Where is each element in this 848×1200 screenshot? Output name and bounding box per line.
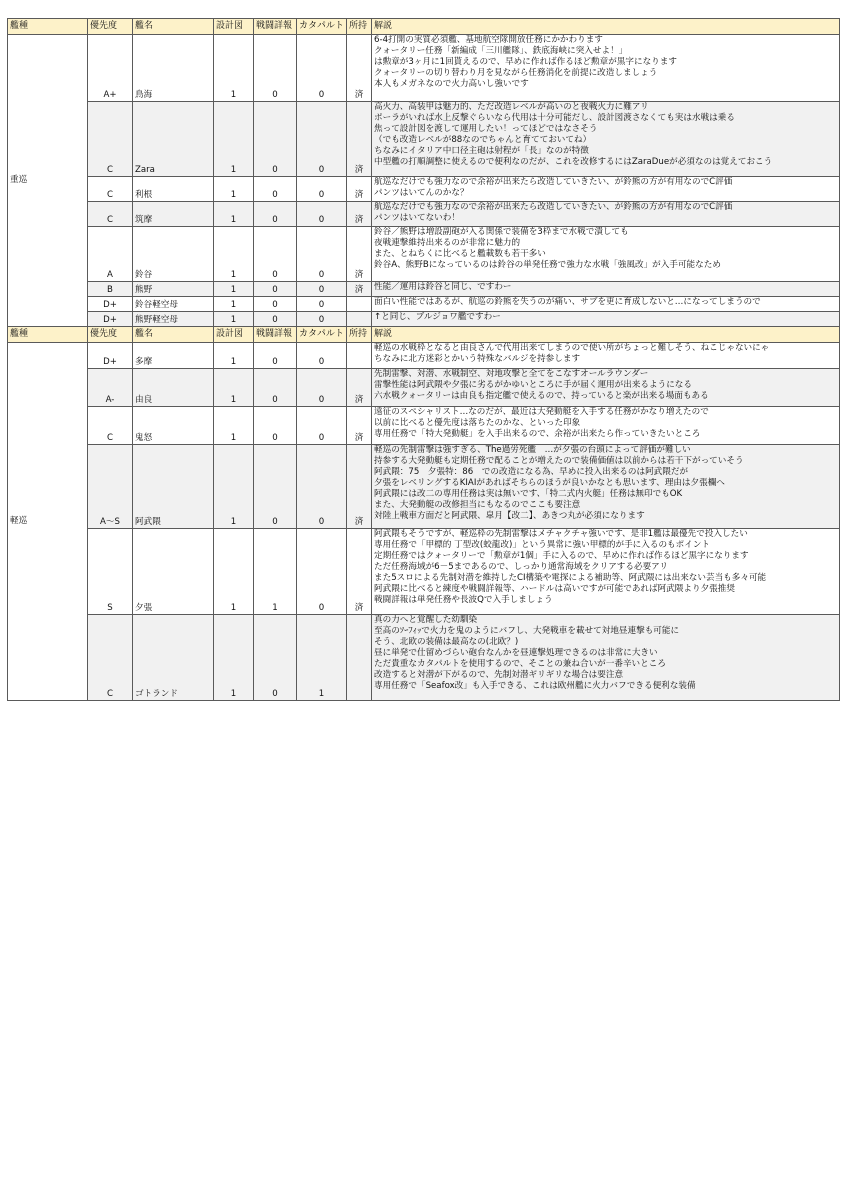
note-line: 専用任務で「甲標的 丁型改(蛟龍改)」という異常に強い甲標的が手に入るのもポイント — [374, 540, 711, 550]
note-line: 航巡なだけでも強力なので余裕が出来たら改造していきたい、が鈴熊の方が有用なのでC評価 — [374, 177, 733, 187]
ship-name-cell: 熊野軽空母 — [133, 312, 214, 327]
note-line: パンツはいてないわ！ — [374, 213, 460, 223]
battle-report-cell: 0 — [254, 312, 297, 327]
priority-cell: A～S — [88, 445, 133, 529]
blueprint-cell: 1 — [214, 407, 254, 445]
battle-report-cell: 0 — [254, 615, 297, 701]
blueprint-cell: 1 — [214, 615, 254, 701]
notes-cell — [372, 369, 840, 407]
note-line: 雷撃性能は阿武隈や夕張に劣るがかゆいところに手が届く運用が出来るようになる — [374, 380, 692, 390]
table-row — [8, 312, 840, 327]
priority-cell: A- — [88, 369, 133, 407]
note-line: 改造すると対潜が下がるので、先制対潜ギリギリな場合は要注意 — [374, 670, 624, 680]
note-line: 焦って設計図を渡して運用したい！ってほどではなさそう — [374, 124, 598, 134]
note-line: 高火力、高装甲は魅力的、ただ改造レベルが高いのと夜戦火力に難アリ — [374, 102, 649, 112]
owned-cell: 済 — [347, 35, 372, 102]
catapult-cell: 0 — [297, 282, 347, 297]
note-line: ↑と同じ、ブルジョワ艦ですわー — [374, 312, 501, 322]
note-line: 至高のｿｰﾌｨｯで火力を鬼のようにバフし、大発戦車を載せて対地昼連撃も可能に — [374, 626, 680, 636]
priority-cell: C — [88, 615, 133, 701]
blueprint-cell: 1 — [214, 177, 254, 202]
blueprint-cell: 1 — [214, 369, 254, 407]
note-line: また、大発動艇の改修担当にもなるのでここも要注意 — [374, 500, 581, 510]
catapult-cell: 0 — [297, 227, 347, 282]
table-row — [8, 297, 840, 312]
note-line: 鈴谷／熊野は増設副砲が入る関係で装備を3枠まで水戦で潰しても — [374, 227, 629, 237]
notes-cell — [372, 312, 840, 327]
priority-cell: C — [88, 202, 133, 227]
note-line: 本人もメガネなので火力高いし強いです — [374, 79, 529, 89]
priority-cell: A — [88, 227, 133, 282]
catapult-cell: 0 — [297, 177, 347, 202]
note-line: 阿武隈もそうですが、軽巡枠の先制雷撃はメチャクチャ強いです、是非1艦は最優先で投入したい — [374, 529, 748, 539]
ship-type-cell: 軽巡 — [8, 343, 88, 701]
header-blueprint: 設計図 — [214, 327, 254, 343]
note-line: ただ貴重なカタパルトを使用するので、そことの兼ね合いが一番辛いところ — [374, 659, 666, 669]
battle-report-cell: 0 — [254, 35, 297, 102]
notes-cell — [372, 407, 840, 445]
ship-name-cell: 夕張 — [133, 529, 214, 615]
notes-cell — [372, 343, 840, 369]
header-catapult: カタパルト — [297, 19, 347, 35]
battle-report-cell: 0 — [254, 297, 297, 312]
note-line: ただ任務海域が6－5まであるので、しっかり通常海域をクリアする必要アリ — [374, 562, 669, 572]
ship-name-cell: 利根 — [133, 177, 214, 202]
owned-cell: 済 — [347, 445, 372, 529]
header-blueprint: 設計図 — [214, 19, 254, 35]
catapult-cell: 1 — [297, 615, 347, 701]
priority-cell: B — [88, 282, 133, 297]
note-line: 昼に単発で仕留めづらい砲台なんかを昼連撃処理できるのは非常に大きい — [374, 648, 658, 658]
blueprint-cell: 1 — [214, 102, 254, 177]
blueprint-cell: 1 — [214, 227, 254, 282]
header-battle-report: 戦闘詳報 — [254, 327, 297, 343]
catapult-cell: 0 — [297, 407, 347, 445]
blueprint-cell: 1 — [214, 445, 254, 529]
owned-cell: 済 — [347, 369, 372, 407]
table-row — [8, 202, 840, 227]
priority-cell: C — [88, 407, 133, 445]
header-ship-type: 艦種 — [8, 327, 88, 343]
notes-cell — [372, 529, 840, 615]
note-line: 軽巡の先制雷撃は強すぎる、The過労死艦 …が夕張の台頭によって評価が難しい — [374, 445, 691, 455]
header-owned: 所持 — [347, 327, 372, 343]
note-line: また、とねちくに比べると艦載数も若干多い — [374, 249, 546, 259]
table-row — [8, 102, 840, 177]
note-line: ちなみにイタリア中口径主砲は射程が「長」なのが特徴 — [374, 146, 589, 156]
header-ship-type: 艦種 — [8, 19, 88, 35]
blueprint-cell: 1 — [214, 202, 254, 227]
note-line: 戦闘詳報は単発任務や長波Qで入手しましょう — [374, 595, 553, 605]
table-row — [8, 445, 840, 529]
owned-cell: 済 — [347, 227, 372, 282]
battle-report-cell: 0 — [254, 369, 297, 407]
battle-report-cell: 0 — [254, 202, 297, 227]
catapult-cell: 0 — [297, 343, 347, 369]
priority-cell: A+ — [88, 35, 133, 102]
note-line: 中型艦の打順調整に使えるので便利なのだが、これを改修するにはZaraDueが必須なのは覚えておこう — [374, 157, 773, 167]
note-line: 鈴谷A、熊野Bになっているのは鈴谷の単発任務で強力な水戦「強風改」が入手可能なため — [374, 260, 721, 270]
note-line: 面白い性能ではあるが、航巡の鈴熊を失うのが痛い、サブを更に育成しないと…になってしまうので — [374, 297, 761, 307]
notes-cell — [372, 445, 840, 529]
note-line: 性能／運用は鈴谷と同じ、ですわー — [374, 282, 512, 292]
table-row — [8, 343, 840, 369]
note-line: は勲章が3ヶ月に1回貰えるので、早めに作れば作るほど勲章が黒字になります — [374, 57, 677, 67]
ship-name-cell: Zara — [133, 102, 214, 177]
catapult-cell: 0 — [297, 297, 347, 312]
owned-cell: 済 — [347, 202, 372, 227]
note-line: 真の力へと覚醒した幼馴染 — [374, 615, 478, 625]
notes-cell — [372, 297, 840, 312]
ship-name-cell: 由良 — [133, 369, 214, 407]
header-catapult: カタパルト — [297, 327, 347, 343]
header-priority: 優先度 — [88, 327, 133, 343]
priority-cell: D+ — [88, 343, 133, 369]
ship-name-cell: 阿武隈 — [133, 445, 214, 529]
note-line: ちなみに北方迷彩とかいう特殊なバルジを持参します — [374, 354, 581, 364]
note-line: 六水戦クォータリーは由良も指定艦で使えるので、持っていると楽が出来る場面もある — [374, 391, 709, 401]
blueprint-cell: 1 — [214, 312, 254, 327]
notes-cell — [372, 102, 840, 177]
header-owned: 所持 — [347, 19, 372, 35]
owned-cell: 済 — [347, 529, 372, 615]
battle-report-cell: 0 — [254, 343, 297, 369]
catapult-cell: 0 — [297, 529, 347, 615]
table-row — [8, 227, 840, 282]
ship-type-cell: 重巡 — [8, 35, 88, 327]
table-row — [8, 615, 840, 701]
catapult-cell: 0 — [297, 102, 347, 177]
battle-report-cell: 0 — [254, 177, 297, 202]
owned-cell — [347, 343, 372, 369]
header-notes: 解説 — [372, 327, 840, 343]
owned-cell — [347, 615, 372, 701]
blueprint-cell: 1 — [214, 282, 254, 297]
cruiser-priority-sheet — [7, 18, 839, 701]
notes-cell — [372, 227, 840, 282]
note-line: 夜戦連撃維持出来るのが非常に魅力的 — [374, 238, 521, 248]
battle-report-cell: 1 — [254, 529, 297, 615]
ship-name-cell: 多摩 — [133, 343, 214, 369]
note-line: クォータリー任務「新編成「三川艦隊」、鉄底海峡に突入せよ！」 — [374, 46, 628, 56]
priority-cell: C — [88, 102, 133, 177]
note-line: 6-4打開の実質必須艦、基地航空隊開放任務にかかわります — [374, 35, 603, 45]
catapult-cell: 0 — [297, 202, 347, 227]
battle-report-cell: 0 — [254, 227, 297, 282]
note-line: 阿武隈に比べると練度や戦闘詳報等、ハードルは高いですが可能であれば阿武隈より夕張推奨 — [374, 584, 735, 594]
note-line: パンツはいてんのかな？ — [374, 188, 469, 198]
owned-cell — [347, 297, 372, 312]
ship-name-cell: 鳥海 — [133, 35, 214, 102]
note-line: 先制雷撃、対潜、水戦制空、対地攻撃と全てをこなすオールラウンダー — [374, 369, 649, 379]
priority-cell: S — [88, 529, 133, 615]
note-line: 夕張をレベリングするKIAIがあればそちらのほうが良いかなとも思います、理由は夕張欄へ — [374, 478, 725, 488]
blueprint-cell: 1 — [214, 529, 254, 615]
note-line: 軽巡の水戦枠となると由良さんで代用出来てしまうので使い所がちょっと難しそう、ねこじゃないにゃ — [374, 343, 770, 353]
header-priority: 優先度 — [88, 19, 133, 35]
header-ship-name: 艦名 — [133, 19, 214, 35]
notes-cell — [372, 282, 840, 297]
blueprint-cell: 1 — [214, 35, 254, 102]
blueprint-cell: 1 — [214, 343, 254, 369]
catapult-cell: 0 — [297, 35, 347, 102]
header-row — [8, 327, 840, 343]
battle-report-cell: 0 — [254, 407, 297, 445]
table-row — [8, 529, 840, 615]
ship-name-cell: 鈴谷軽空母 — [133, 297, 214, 312]
note-line: そう、北欧の装備は最高なの(北欧？) — [374, 637, 519, 647]
catapult-cell: 0 — [297, 369, 347, 407]
battle-report-cell: 0 — [254, 102, 297, 177]
table-row — [8, 177, 840, 202]
owned-cell — [347, 312, 372, 327]
table-row — [8, 35, 840, 102]
table-body — [8, 19, 840, 701]
note-line: 対陸上戦車方面だと阿武隈、皐月【改二】、あきつ丸が必須になります — [374, 511, 645, 521]
ship-name-cell: ゴトランド — [133, 615, 214, 701]
note-line: 専用任務で「特大発動艇」を入手出来るので、余裕が出来たら作っていきたいところ — [374, 429, 701, 439]
blueprint-cell: 1 — [214, 297, 254, 312]
table-row — [8, 282, 840, 297]
ship-name-cell: 筑摩 — [133, 202, 214, 227]
note-line: 阿武隈には改二の専用任務は実は無いです、「特二式内火艇」任務は無印でもOK — [374, 489, 683, 499]
header-row — [8, 19, 840, 35]
notes-cell — [372, 615, 840, 701]
note-line: また5スロによる先制対潜を維持したCI構築や電探による補助等、阿武隈には出来ない芸当も多々可能 — [374, 573, 767, 583]
battle-report-cell: 0 — [254, 445, 297, 529]
table-row — [8, 407, 840, 445]
header-notes: 解説 — [372, 19, 840, 35]
cruiser-table — [7, 18, 840, 701]
battle-report-cell: 0 — [254, 282, 297, 297]
note-line: ポーラがいれば水上反撃ぐらいなら代用は十分可能だし、設計図渡さなくても実は水戦は乗る — [374, 113, 735, 123]
ship-name-cell: 鈴谷 — [133, 227, 214, 282]
notes-cell — [372, 35, 840, 102]
owned-cell: 済 — [347, 177, 372, 202]
ship-name-cell: 鬼怒 — [133, 407, 214, 445]
note-line: 阿武隈：75 夕張特：86 での改造になる為、早めに投入出来るのは阿武隈だが — [374, 467, 689, 477]
priority-cell: D+ — [88, 312, 133, 327]
notes-cell — [372, 202, 840, 227]
priority-cell: C — [88, 177, 133, 202]
notes-cell — [372, 177, 840, 202]
table-row — [8, 369, 840, 407]
note-line: 以前に比べると優先度は落ちたのかな、といった印象 — [374, 418, 581, 428]
note-line: 遠征のスペシャリスト…なのだが、最近は大発動艇を入手する任務がかなり増えたので — [374, 407, 709, 417]
note-line: 専用任務で「Seafox改」も入手できる、これは欧州艦に火力バフできる便利な装備 — [374, 681, 696, 691]
catapult-cell: 0 — [297, 312, 347, 327]
note-line: 持参する大発動艇も定期任務で配ることが増えたので装備価値は以前からは若干下がっていそう — [374, 456, 744, 466]
header-ship-name: 艦名 — [133, 327, 214, 343]
note-line: クォータリーの切り替わり月を見ながら任務消化を前提に改造しましょう — [374, 68, 658, 78]
owned-cell: 済 — [347, 282, 372, 297]
priority-cell: D+ — [88, 297, 133, 312]
header-battle-report: 戦闘詳報 — [254, 19, 297, 35]
note-line: 航巡なだけでも強力なので余裕が出来たら改造していきたい、が鈴熊の方が有用なのでC評価 — [374, 202, 733, 212]
owned-cell: 済 — [347, 102, 372, 177]
note-line: 定期任務ではクォータリーで「勲章が1個」手に入るので、早めに作れば作るほど黒字になります — [374, 551, 749, 561]
catapult-cell: 0 — [297, 445, 347, 529]
note-line: （でも改造レベルが88なのでちゃんと育てておいてね） — [374, 135, 592, 145]
owned-cell: 済 — [347, 407, 372, 445]
ship-name-cell: 熊野 — [133, 282, 214, 297]
